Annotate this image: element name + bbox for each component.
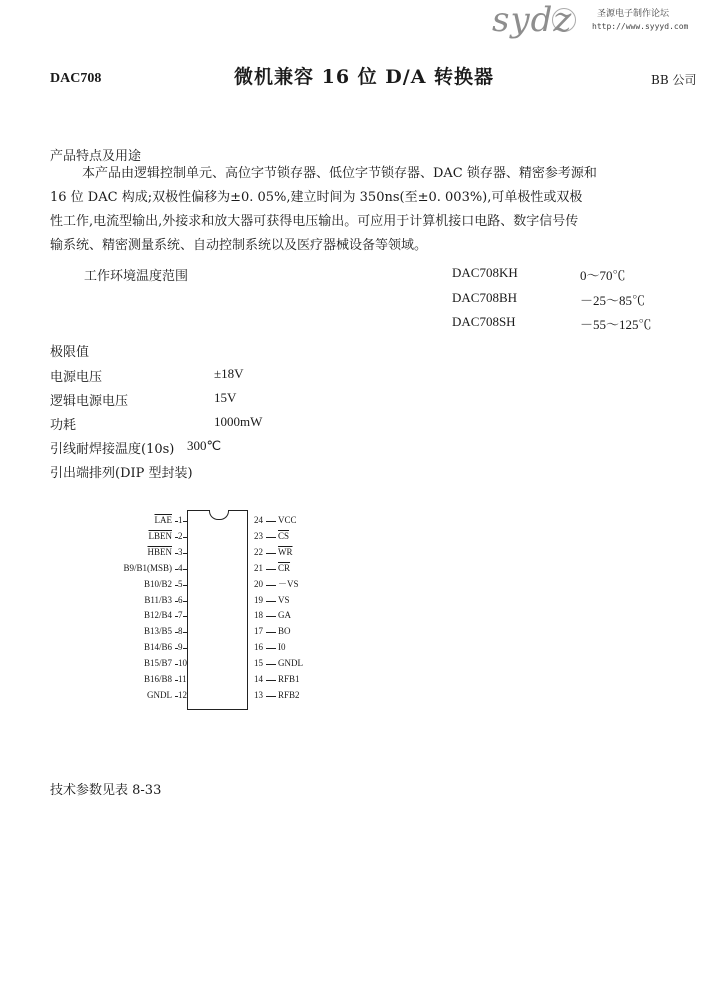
limit-value-logic-supply: 15V	[214, 390, 237, 405]
pin-lead	[266, 696, 276, 697]
temp-range-bh: －25～85℃	[580, 293, 646, 308]
pin-name-7: B12/B4	[143, 610, 172, 621]
pin-number-24: 24	[254, 515, 263, 525]
pin1-notch	[209, 510, 229, 520]
pin-lead	[266, 648, 276, 649]
pin-name-14: RFB1	[278, 674, 300, 684]
watermark-logo: sydz	[492, 0, 573, 40]
pin-number-5: 5	[178, 578, 183, 589]
pin-name-8: B13/B5	[143, 626, 172, 637]
features-line: 性工作,电流型输出,外接求和放大器可获得电压输出。可应用于计算机接口电路、数字信号传	[50, 214, 579, 229]
limit-label-logic-supply: 逻辑电源电压	[50, 394, 129, 409]
pin-number-22: 22	[254, 546, 263, 557]
temp-range-sh: －55～125℃	[580, 317, 652, 332]
pin-number-23: 23	[254, 530, 263, 541]
pin-lead	[266, 569, 276, 570]
limit-label-supply: 电源电压	[50, 370, 103, 385]
reference-note: 技术参数见表 8-33	[50, 783, 162, 798]
pin-name-17: BO	[278, 626, 291, 637]
pin-name-12: GNDL	[147, 689, 172, 700]
pin-name-15: GNDL	[278, 658, 303, 669]
pin-lead	[266, 553, 276, 554]
pin-number-9: 9	[178, 642, 183, 653]
watermark	[486, 0, 705, 44]
pin-number-16: 16	[254, 642, 263, 653]
pin-name-10: B15/B7	[143, 658, 172, 669]
pin-name-20: －VS	[278, 578, 299, 589]
pin-number-20: 20	[254, 578, 263, 589]
pin-number-15: 15	[254, 658, 263, 669]
limit-label-power: 功耗	[50, 418, 77, 433]
pin-name-21: $\overline{CR}$	[278, 562, 291, 573]
pin-lead	[266, 537, 276, 538]
pin-number-17: 17	[254, 626, 263, 637]
pin-lead	[266, 521, 276, 522]
pin-number-1: 1	[178, 515, 183, 525]
model-number: DAC708	[50, 71, 102, 86]
watermark-site-name: 圣源电子制作论坛	[597, 9, 670, 19]
features-heading: 产品特点及用途	[50, 149, 142, 164]
watermark-url: http://www.syyyd.com	[592, 22, 689, 31]
pin-number-6: 6	[178, 594, 183, 605]
pin-number-13: 13	[254, 689, 263, 700]
pin-name-23: $\overline{CS}$	[278, 530, 290, 541]
temp-model-kh: DAC708KH	[452, 265, 518, 280]
temp-range-kh: 0～70℃	[580, 268, 626, 283]
pin-number-8: 8	[178, 626, 183, 637]
pin-lead	[266, 585, 276, 586]
pin-number-4: 4	[178, 562, 183, 573]
temperature-label: 工作环境温度范围	[84, 269, 189, 284]
temp-model-sh: DAC708SH	[452, 314, 516, 329]
limits-heading: 极限值	[50, 345, 90, 360]
pin-name-2: LBEN	[148, 530, 172, 541]
pin-name-9: B14/B6	[143, 642, 172, 653]
pinout-heading: 引出端排列(DIP 型封装)	[50, 466, 193, 481]
temp-model-bh: DAC708BH	[452, 290, 518, 305]
features-line: 输系统、精密测量系统、自动控制系统以及医疗器械设备等领域。	[50, 238, 428, 253]
pin-name-16: I0	[278, 642, 286, 653]
pin-name-5: B10/B2	[143, 578, 172, 589]
pin-number-18: 18	[254, 610, 263, 621]
pin-number-19: 19	[254, 594, 263, 605]
pin-lead	[266, 664, 276, 665]
pin-number-14: 14	[254, 674, 263, 684]
pin-number-3: 3	[178, 546, 183, 557]
pin-lead	[266, 616, 276, 617]
pin-name-3: HBEN	[147, 546, 172, 557]
pin-lead	[266, 601, 276, 602]
pin-number-2: 2	[178, 530, 183, 541]
limit-value-power: 1000mW	[214, 414, 263, 429]
vendor-name: BB 公司	[651, 73, 697, 87]
pin-name-11: B16/B8	[143, 674, 172, 684]
pin-name-24: VCC	[278, 515, 297, 525]
features-paragraph	[50, 162, 705, 258]
limit-value-solder-temp: 300℃	[187, 438, 222, 453]
pin-name-19: VS	[278, 594, 290, 605]
pin-number-11: 11	[178, 674, 187, 684]
pin-number-21: 21	[254, 562, 263, 573]
ic-package	[187, 510, 248, 710]
features-line: 本产品由逻辑控制单元、高位字节锁存器、低位字节锁存器、DAC 锁存器、精密参考源和	[82, 166, 597, 181]
limit-label-solder-temp: 引线耐焊接温度(10s)	[50, 442, 175, 457]
pin-number-10: 10	[178, 658, 187, 669]
pin-name-13: RFB2	[278, 689, 300, 700]
pin-lead	[266, 632, 276, 633]
pin-number-12: 12	[178, 689, 187, 700]
pin-name-4: B9/B1(MSB)	[123, 562, 172, 573]
pin-name-6: B11/B3	[144, 594, 172, 605]
pin-name-1: $\overline{LAE}$	[154, 515, 172, 525]
pin-name-18: GA	[278, 610, 291, 621]
features-line: 16 位 DAC 构成;双极性偏移为±0. 05%,建立时间为 350ns(至±0. 003%),可单极性或双极	[50, 190, 583, 205]
pin-lead	[266, 680, 276, 681]
limit-value-supply: ±18V	[214, 366, 244, 381]
page-title: 微机兼容 16 位 D/A 转换器	[234, 66, 495, 88]
pin-name-22: $\overline{WR}$	[278, 546, 293, 557]
pin-number-7: 7	[178, 610, 183, 621]
